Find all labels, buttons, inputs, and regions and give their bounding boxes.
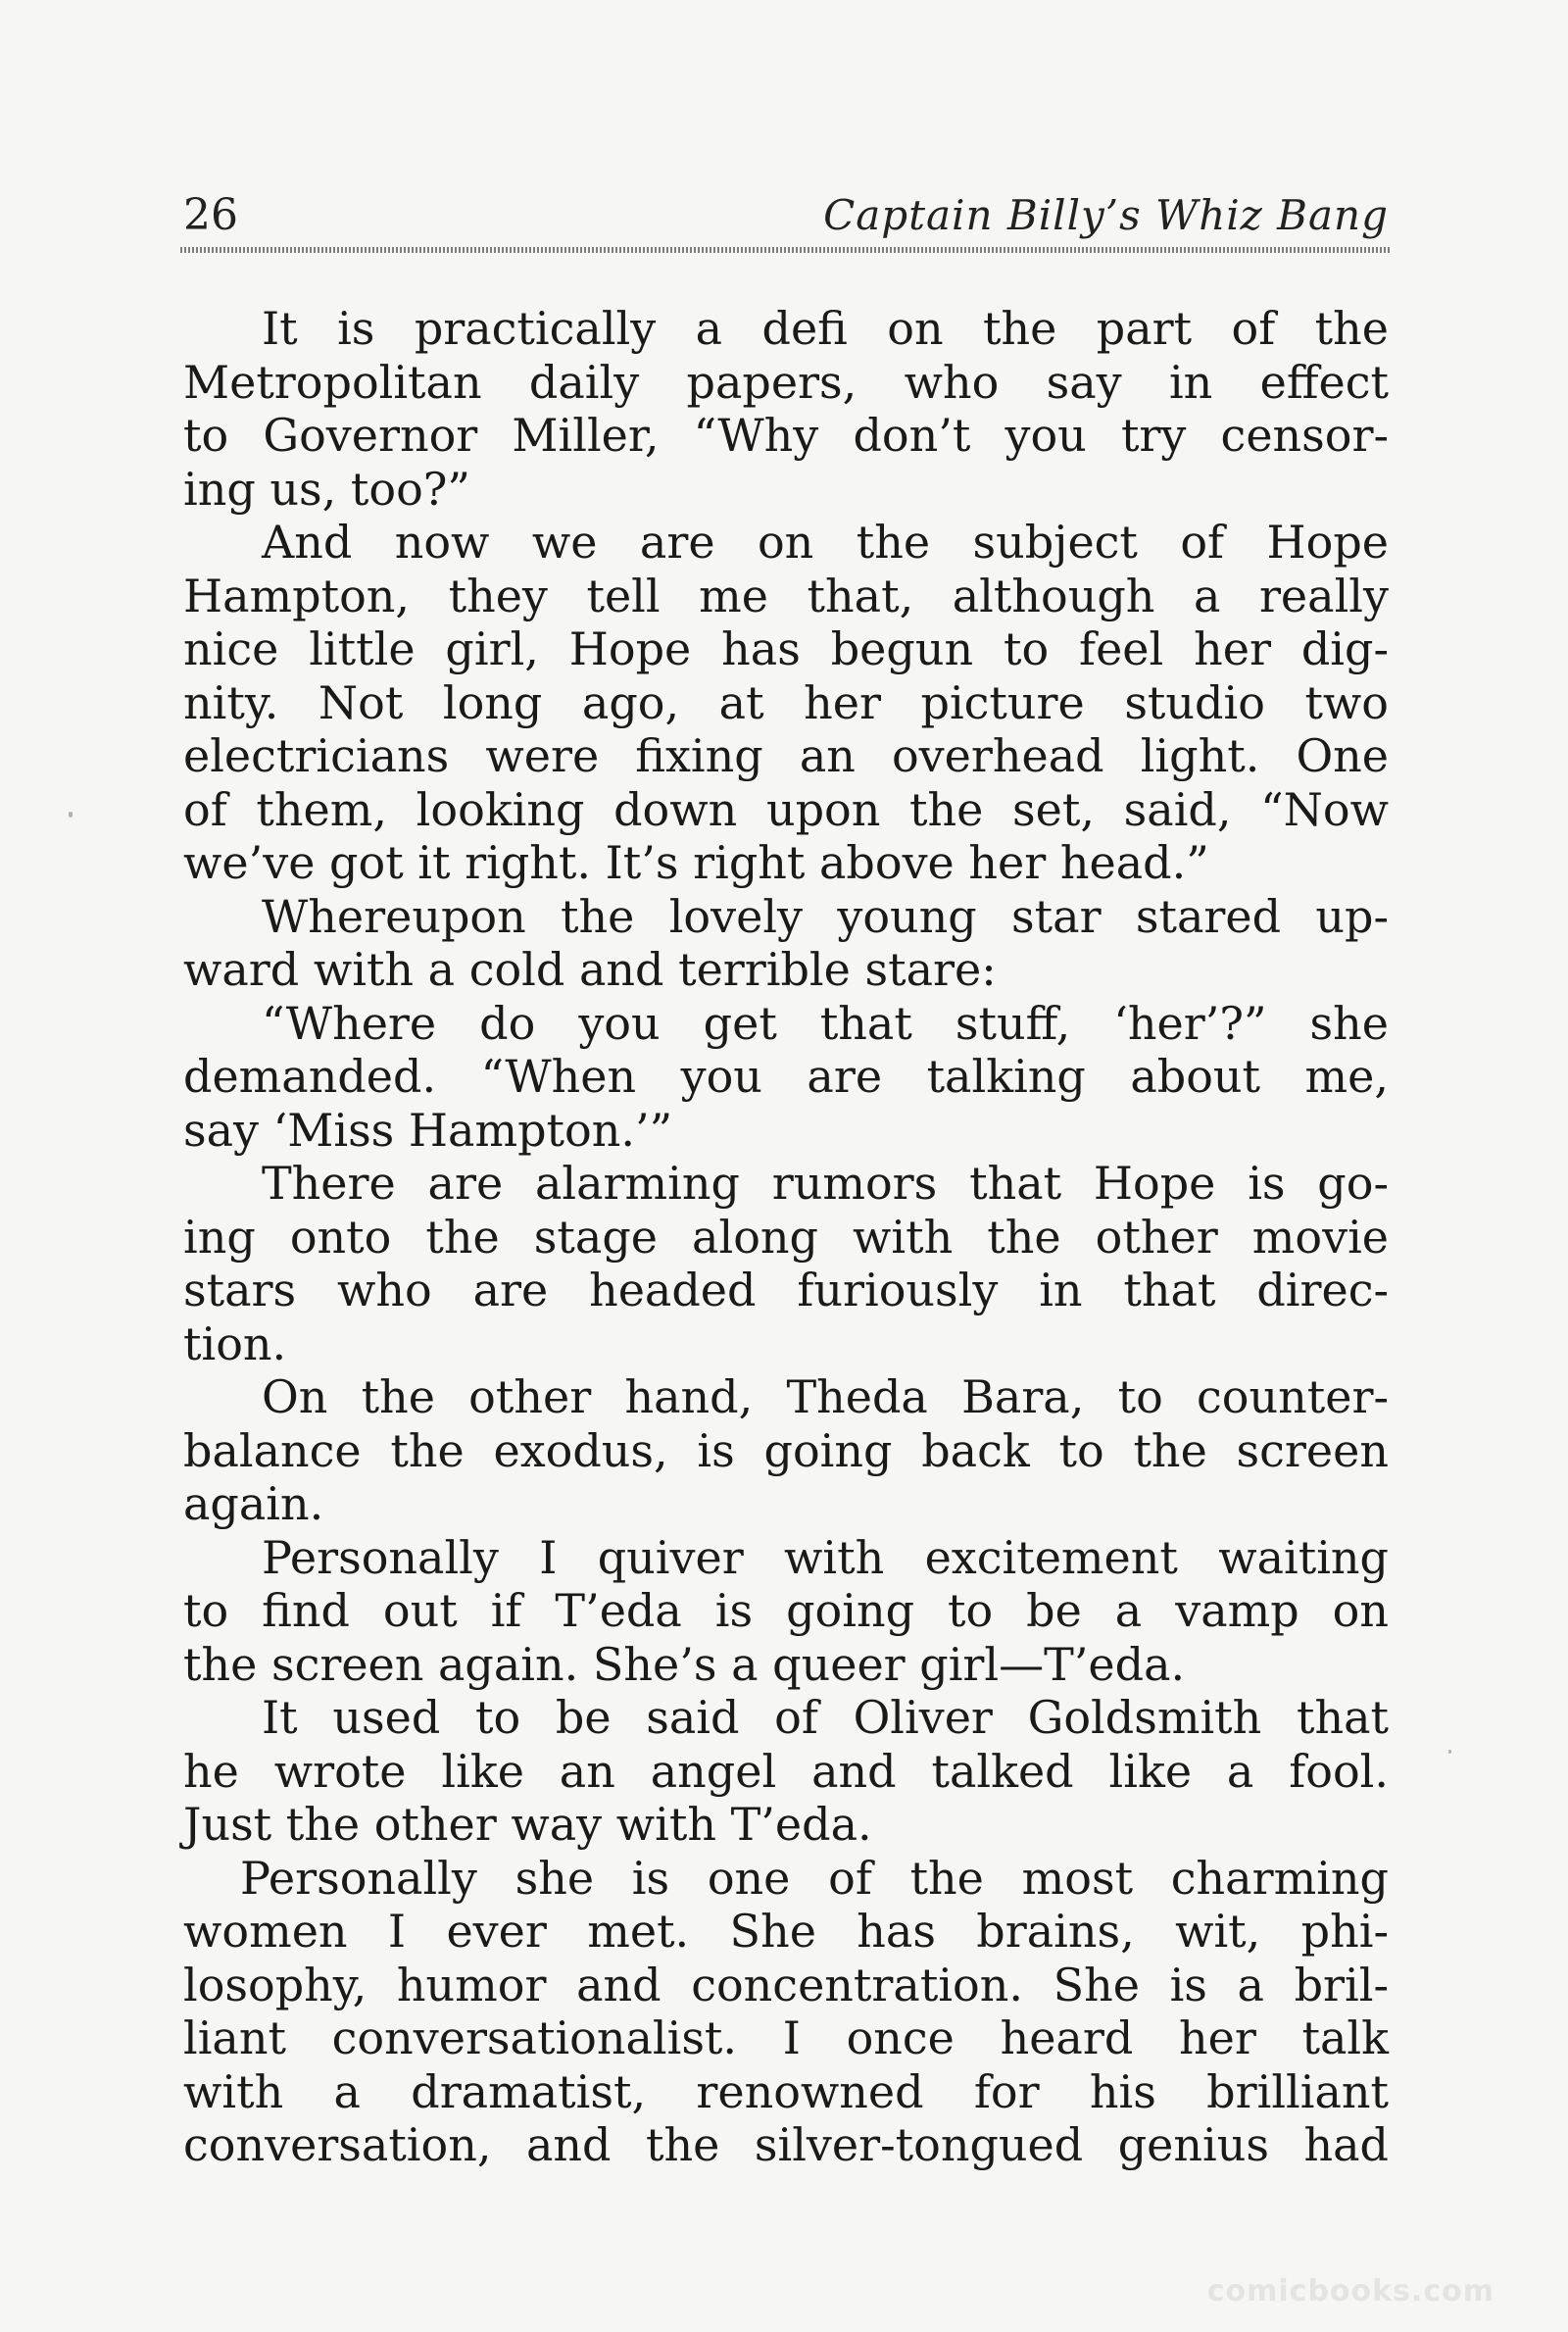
- paper-speck: [69, 812, 73, 818]
- text-line: with a dramatist, renowned for his brilliant: [183, 2064, 1389, 2118]
- text-line: “Where do you get that stuff, ‘her’?” she: [262, 996, 1389, 1050]
- text-line: Hampton, they tell me that, although a really: [183, 569, 1389, 622]
- text-line: Metropolitan daily papers, who say in effect: [183, 355, 1389, 409]
- text-line: losophy, humor and concentration. She is a bril-: [183, 1958, 1389, 2011]
- text-line: he wrote like an angel and talked like a fool.: [183, 1744, 1389, 1798]
- text-line: It used to be said of Oliver Goldsmith that: [262, 1691, 1389, 1744]
- header-rule: [180, 247, 1390, 253]
- text-line: to Governor Miller, “Why don’t you try censor-: [183, 409, 1389, 462]
- page-header: [183, 188, 1389, 243]
- text-line: women I ever met. She has brains, wit, phi-: [183, 1905, 1389, 1958]
- text-line: And now we are on the subject of Hope: [262, 516, 1389, 569]
- text-line: balance the exodus, is going back to the screen: [183, 1423, 1389, 1477]
- paper-speck: [1448, 1750, 1451, 1754]
- text-line: nity. Not long ago, at her picture studio two: [183, 675, 1389, 729]
- text-line: again.: [183, 1477, 324, 1530]
- text-line: of them, looking down upon the set, said, “Now: [183, 782, 1389, 836]
- text-line: we’ve got it right. It’s right above her head.”: [183, 836, 1209, 889]
- body-text: [183, 302, 1389, 2172]
- running-title: Captain Billy’s Whiz Bang: [823, 191, 1389, 239]
- text-line: ing us, too?”: [183, 462, 470, 516]
- text-line: On the other hand, Theda Bara, to counter-: [262, 1370, 1389, 1423]
- text-line: to find out if T’eda is going to be a vamp on: [183, 1584, 1389, 1637]
- text-line: Personally I quiver with excitement waiting: [262, 1530, 1389, 1584]
- text-line: Whereupon the lovely young star stared up-: [262, 889, 1389, 943]
- page-number: 26: [183, 190, 238, 240]
- text-line: It is practically a defi on the part of the: [262, 302, 1389, 355]
- text-line: say ‘Miss Hampton.’”: [183, 1103, 673, 1157]
- text-line: tion.: [183, 1316, 287, 1370]
- text-line: nice little girl, Hope has begun to feel her dig-: [183, 622, 1389, 675]
- text-line: ing onto the stage along with the other movie: [183, 1210, 1389, 1264]
- text-line: electricians were fixing an overhead light. One: [183, 729, 1389, 782]
- text-line: Just the other way with T’eda.: [183, 1798, 872, 1851]
- text-line: ward with a cold and terrible stare:: [183, 943, 997, 996]
- text-line: There are alarming rumors that Hope is go-: [262, 1157, 1389, 1210]
- text-line: conversation, and the silver-tongued genius had: [183, 2118, 1389, 2171]
- text-line: demanded. “When you are talking about me,: [183, 1050, 1389, 1103]
- text-line: liant conversationalist. I once heard her talk: [183, 2011, 1389, 2064]
- text-line: the screen again. She’s a queer girl—T’eda.: [183, 1637, 1186, 1691]
- text-line: stars who are headed furiously in that direc-: [183, 1264, 1389, 1316]
- text-line: Personally she is one of the most charming: [240, 1851, 1389, 1905]
- watermark: comicbooks.com: [1206, 2274, 1494, 2308]
